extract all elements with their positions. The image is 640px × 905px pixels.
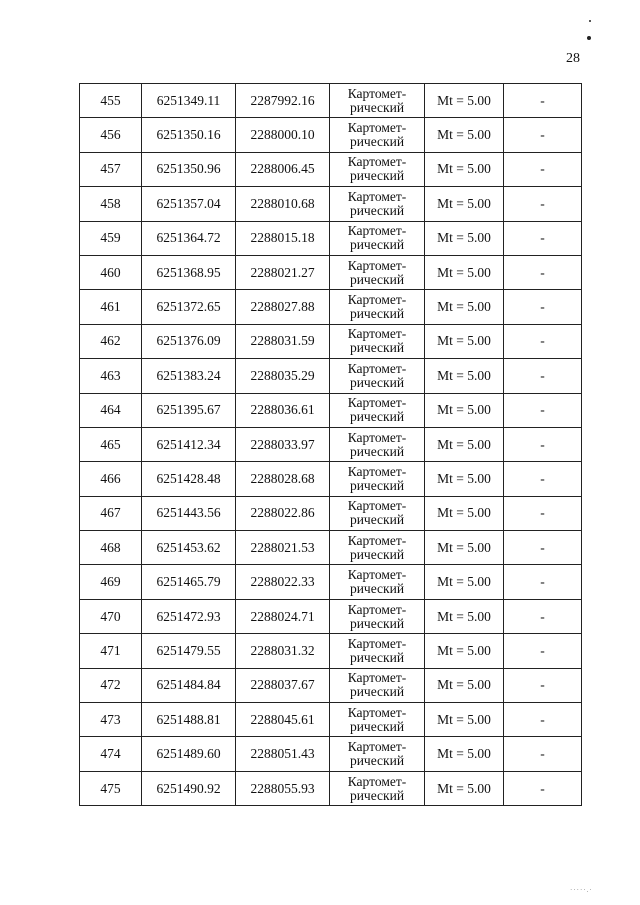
accuracy-cell: Mt = 5.00 xyxy=(425,703,504,737)
x-coordinate-cell: 6251412.34 xyxy=(142,427,236,461)
table-row xyxy=(80,634,582,668)
accuracy-cell: Mt = 5.00 xyxy=(425,668,504,702)
method-cell xyxy=(330,599,425,633)
table-row xyxy=(80,427,582,461)
table-row xyxy=(80,668,582,702)
point-number-cell: 465 xyxy=(80,427,142,461)
method-cell xyxy=(330,496,425,530)
method-line-1: Картомет- xyxy=(347,85,407,101)
method-cell xyxy=(330,462,425,496)
method-cell xyxy=(330,324,425,358)
method-cell xyxy=(330,359,425,393)
accuracy-cell: Mt = 5.00 xyxy=(425,531,504,565)
x-coordinate-cell: 6251350.16 xyxy=(142,118,236,152)
note-cell: - xyxy=(504,565,582,599)
y-coordinate-cell: 2288010.68 xyxy=(236,187,330,221)
table-row xyxy=(80,737,582,771)
point-number-cell: 458 xyxy=(80,187,142,221)
point-number-cell: 475 xyxy=(80,771,142,805)
method-line-2: рический xyxy=(349,409,405,425)
method-cell xyxy=(330,393,425,427)
y-coordinate-cell: 2288027.88 xyxy=(236,290,330,324)
note-cell: - xyxy=(504,118,582,152)
note-cell: - xyxy=(504,462,582,496)
table-row xyxy=(80,599,582,633)
note-cell: - xyxy=(504,84,582,118)
note-cell: - xyxy=(504,496,582,530)
point-number-cell: 461 xyxy=(80,290,142,324)
table-row xyxy=(80,359,582,393)
accuracy-cell: Mt = 5.00 xyxy=(425,565,504,599)
table-row xyxy=(80,290,582,324)
point-number-cell: 463 xyxy=(80,359,142,393)
method-line-1: Картомет- xyxy=(347,704,407,720)
method-cell xyxy=(330,634,425,668)
table-row xyxy=(80,221,582,255)
point-number-cell: 470 xyxy=(80,599,142,633)
table-row xyxy=(80,324,582,358)
method-cell xyxy=(330,737,425,771)
accuracy-cell: Mt = 5.00 xyxy=(425,187,504,221)
method-line-2: рический xyxy=(349,615,405,631)
point-number-cell: 471 xyxy=(80,634,142,668)
method-line-1: Картомет- xyxy=(347,670,407,686)
coordinates-table xyxy=(79,83,582,806)
y-coordinate-cell: 2288021.53 xyxy=(236,531,330,565)
method-cell xyxy=(330,565,425,599)
y-coordinate-cell: 2288006.45 xyxy=(236,152,330,186)
table-row xyxy=(80,152,582,186)
method-line-1: Картомет- xyxy=(347,567,407,583)
table-row xyxy=(80,187,582,221)
method-cell xyxy=(330,703,425,737)
table-row xyxy=(80,771,582,805)
table-row xyxy=(80,462,582,496)
y-coordinate-cell: 2288022.86 xyxy=(236,496,330,530)
method-line-2: рический xyxy=(349,546,405,562)
x-coordinate-cell: 6251484.84 xyxy=(142,668,236,702)
method-cell xyxy=(330,771,425,805)
method-line-2: рический xyxy=(349,340,405,356)
y-coordinate-cell: 2288024.71 xyxy=(236,599,330,633)
point-number-cell: 474 xyxy=(80,737,142,771)
method-line-2: рический xyxy=(349,787,405,803)
page-number: 28 xyxy=(566,51,580,66)
x-coordinate-cell: 6251350.96 xyxy=(142,152,236,186)
method-cell xyxy=(330,255,425,289)
y-coordinate-cell: 2288031.59 xyxy=(236,324,330,358)
note-cell: - xyxy=(504,324,582,358)
y-coordinate-cell: 2288028.68 xyxy=(236,462,330,496)
footer-mark: ·····.· xyxy=(570,886,593,894)
method-line-2: рический xyxy=(349,134,405,150)
accuracy-cell: Mt = 5.00 xyxy=(425,290,504,324)
point-number-cell: 469 xyxy=(80,565,142,599)
point-number-cell: 455 xyxy=(80,84,142,118)
accuracy-cell: Mt = 5.00 xyxy=(425,634,504,668)
method-line-1: Картомет- xyxy=(347,532,407,548)
scan-speck xyxy=(589,20,591,22)
note-cell: - xyxy=(504,152,582,186)
method-line-2: рический xyxy=(349,202,405,218)
method-cell xyxy=(330,187,425,221)
x-coordinate-cell: 6251479.55 xyxy=(142,634,236,668)
method-line-1: Картомет- xyxy=(347,635,407,651)
accuracy-cell: Mt = 5.00 xyxy=(425,221,504,255)
table-row xyxy=(80,703,582,737)
method-line-2: рический xyxy=(349,443,405,459)
accuracy-cell: Mt = 5.00 xyxy=(425,118,504,152)
y-coordinate-cell: 2288037.67 xyxy=(236,668,330,702)
method-line-1: Картомет- xyxy=(347,360,407,376)
note-cell: - xyxy=(504,427,582,461)
method-line-1: Картомет- xyxy=(347,257,407,273)
note-cell: - xyxy=(504,599,582,633)
x-coordinate-cell: 6251383.24 xyxy=(142,359,236,393)
method-line-1: Картомет- xyxy=(347,773,407,789)
y-coordinate-cell: 2288021.27 xyxy=(236,255,330,289)
note-cell: - xyxy=(504,187,582,221)
accuracy-cell: Mt = 5.00 xyxy=(425,152,504,186)
table-row xyxy=(80,496,582,530)
x-coordinate-cell: 6251472.93 xyxy=(142,599,236,633)
point-number-cell: 462 xyxy=(80,324,142,358)
method-line-2: рический xyxy=(349,649,405,665)
accuracy-cell: Mt = 5.00 xyxy=(425,462,504,496)
y-coordinate-cell: 2288036.61 xyxy=(236,393,330,427)
method-cell xyxy=(330,668,425,702)
method-line-1: Картомет- xyxy=(347,154,407,170)
y-coordinate-cell: 2288035.29 xyxy=(236,359,330,393)
accuracy-cell: Mt = 5.00 xyxy=(425,496,504,530)
x-coordinate-cell: 6251376.09 xyxy=(142,324,236,358)
point-number-cell: 473 xyxy=(80,703,142,737)
y-coordinate-cell: 2288051.43 xyxy=(236,737,330,771)
table-body xyxy=(80,84,582,806)
method-line-2: рический xyxy=(349,271,405,287)
point-number-cell: 464 xyxy=(80,393,142,427)
note-cell: - xyxy=(504,531,582,565)
table-row xyxy=(80,84,582,118)
note-cell: - xyxy=(504,290,582,324)
method-line-1: Картомет- xyxy=(347,395,407,411)
table-row xyxy=(80,531,582,565)
note-cell: - xyxy=(504,668,582,702)
x-coordinate-cell: 6251490.92 xyxy=(142,771,236,805)
table-row xyxy=(80,565,582,599)
note-cell: - xyxy=(504,634,582,668)
y-coordinate-cell: 2287992.16 xyxy=(236,84,330,118)
method-line-1: Картомет- xyxy=(347,120,407,136)
y-coordinate-cell: 2288055.93 xyxy=(236,771,330,805)
accuracy-cell: Mt = 5.00 xyxy=(425,84,504,118)
x-coordinate-cell: 6251428.48 xyxy=(142,462,236,496)
y-coordinate-cell: 2288022.33 xyxy=(236,565,330,599)
x-coordinate-cell: 6251488.81 xyxy=(142,703,236,737)
accuracy-cell: Mt = 5.00 xyxy=(425,255,504,289)
table-row xyxy=(80,118,582,152)
y-coordinate-cell: 2288033.97 xyxy=(236,427,330,461)
x-coordinate-cell: 6251465.79 xyxy=(142,565,236,599)
accuracy-cell: Mt = 5.00 xyxy=(425,427,504,461)
method-line-2: рический xyxy=(349,168,405,184)
method-line-2: рический xyxy=(349,684,405,700)
point-number-cell: 468 xyxy=(80,531,142,565)
note-cell: - xyxy=(504,393,582,427)
note-cell: - xyxy=(504,771,582,805)
method-line-1: Картомет- xyxy=(347,429,407,445)
x-coordinate-cell: 6251357.04 xyxy=(142,187,236,221)
x-coordinate-cell: 6251395.67 xyxy=(142,393,236,427)
table-row xyxy=(80,393,582,427)
method-cell xyxy=(330,531,425,565)
method-cell xyxy=(330,152,425,186)
method-line-1: Картомет- xyxy=(347,601,407,617)
x-coordinate-cell: 6251368.95 xyxy=(142,255,236,289)
note-cell: - xyxy=(504,737,582,771)
accuracy-cell: Mt = 5.00 xyxy=(425,599,504,633)
method-line-2: рический xyxy=(349,374,405,390)
point-number-cell: 472 xyxy=(80,668,142,702)
method-line-2: рический xyxy=(349,512,405,528)
method-line-1: Картомет- xyxy=(347,188,407,204)
table-row xyxy=(80,255,582,289)
point-number-cell: 466 xyxy=(80,462,142,496)
accuracy-cell: Mt = 5.00 xyxy=(425,359,504,393)
method-line-2: рический xyxy=(349,477,405,493)
method-line-2: рический xyxy=(349,99,405,115)
x-coordinate-cell: 6251349.11 xyxy=(142,84,236,118)
point-number-cell: 457 xyxy=(80,152,142,186)
method-line-1: Картомет- xyxy=(347,739,407,755)
method-line-1: Картомет- xyxy=(347,292,407,308)
accuracy-cell: Mt = 5.00 xyxy=(425,737,504,771)
accuracy-cell: Mt = 5.00 xyxy=(425,393,504,427)
method-line-1: Картомет- xyxy=(347,498,407,514)
method-line-2: рический xyxy=(349,581,405,597)
y-coordinate-cell: 2288045.61 xyxy=(236,703,330,737)
scan-speck xyxy=(587,36,591,40)
note-cell: - xyxy=(504,221,582,255)
method-line-2: рический xyxy=(349,237,405,253)
accuracy-cell: Mt = 5.00 xyxy=(425,324,504,358)
method-cell xyxy=(330,290,425,324)
x-coordinate-cell: 6251372.65 xyxy=(142,290,236,324)
x-coordinate-cell: 6251453.62 xyxy=(142,531,236,565)
note-cell: - xyxy=(504,703,582,737)
y-coordinate-cell: 2288000.10 xyxy=(236,118,330,152)
note-cell: - xyxy=(504,255,582,289)
point-number-cell: 456 xyxy=(80,118,142,152)
method-line-2: рический xyxy=(349,306,405,322)
method-line-2: рический xyxy=(349,718,405,734)
x-coordinate-cell: 6251364.72 xyxy=(142,221,236,255)
y-coordinate-cell: 2288031.32 xyxy=(236,634,330,668)
y-coordinate-cell: 2288015.18 xyxy=(236,221,330,255)
x-coordinate-cell: 6251489.60 xyxy=(142,737,236,771)
method-cell xyxy=(330,118,425,152)
accuracy-cell: Mt = 5.00 xyxy=(425,771,504,805)
x-coordinate-cell: 6251443.56 xyxy=(142,496,236,530)
method-line-1: Картомет- xyxy=(347,463,407,479)
note-cell: - xyxy=(504,359,582,393)
method-cell xyxy=(330,221,425,255)
method-cell xyxy=(330,427,425,461)
point-number-cell: 460 xyxy=(80,255,142,289)
method-line-1: Картомет- xyxy=(347,223,407,239)
point-number-cell: 467 xyxy=(80,496,142,530)
method-line-1: Картомет- xyxy=(347,326,407,342)
method-cell xyxy=(330,84,425,118)
method-line-2: рический xyxy=(349,753,405,769)
point-number-cell: 459 xyxy=(80,221,142,255)
